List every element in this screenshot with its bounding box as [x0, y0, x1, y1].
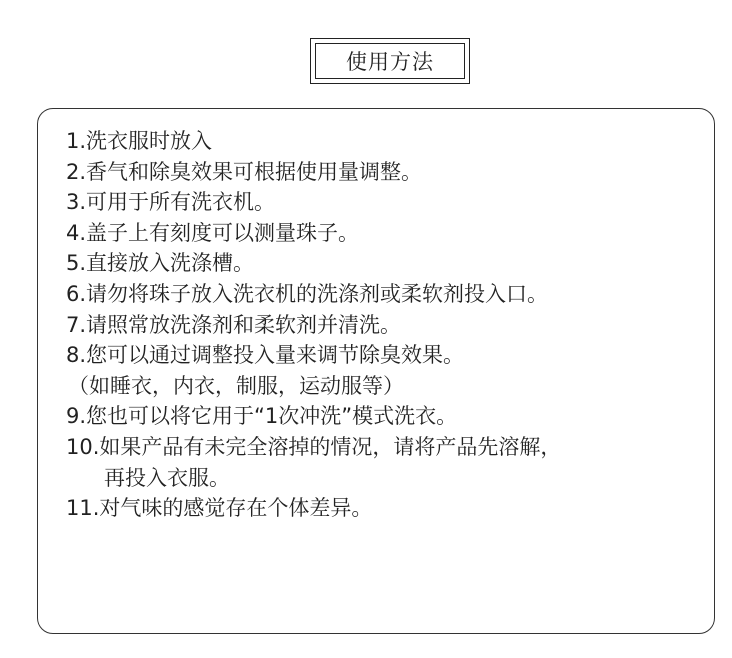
title-frame — [310, 38, 470, 84]
instruction-item: 5.直接放入洗涤槽。 — [66, 251, 255, 276]
instruction-item: 8.您可以通过调整投入量来调节除臭效果。 — [66, 343, 465, 368]
instruction-item: 9.您也可以将它用于“1次冲洗”模式洗衣。 — [66, 404, 458, 429]
instruction-item: 7.请照常放洗涤剂和柔软剂并清洗。 — [66, 312, 402, 337]
instruction-item: 6.请勿将珠子放入洗衣机的洗涤剂或柔软剂投入口。 — [66, 281, 549, 306]
instruction-item: 10.如果产品有未完全溶掉的情况，请将产品先溶解， — [66, 434, 562, 459]
instruction-continuation: 再投入衣服。 — [104, 465, 230, 490]
instruction-item: 11.对气味的感觉存在个体差异。 — [66, 496, 373, 521]
page-title: 使用方法 — [315, 43, 465, 79]
instruction-item: 3.可用于所有洗衣机。 — [66, 190, 276, 215]
instruction-item: 1.洗衣服时放入 — [66, 129, 213, 153]
instructions-list — [66, 126, 561, 524]
instruction-item: 4.盖子上有刻度可以测量珠子。 — [66, 220, 360, 245]
instruction-note: （如睡衣，内衣，制服，运动服等） — [68, 373, 404, 398]
instruction-item: 2.香气和除臭效果可根据使用量调整。 — [66, 159, 423, 184]
